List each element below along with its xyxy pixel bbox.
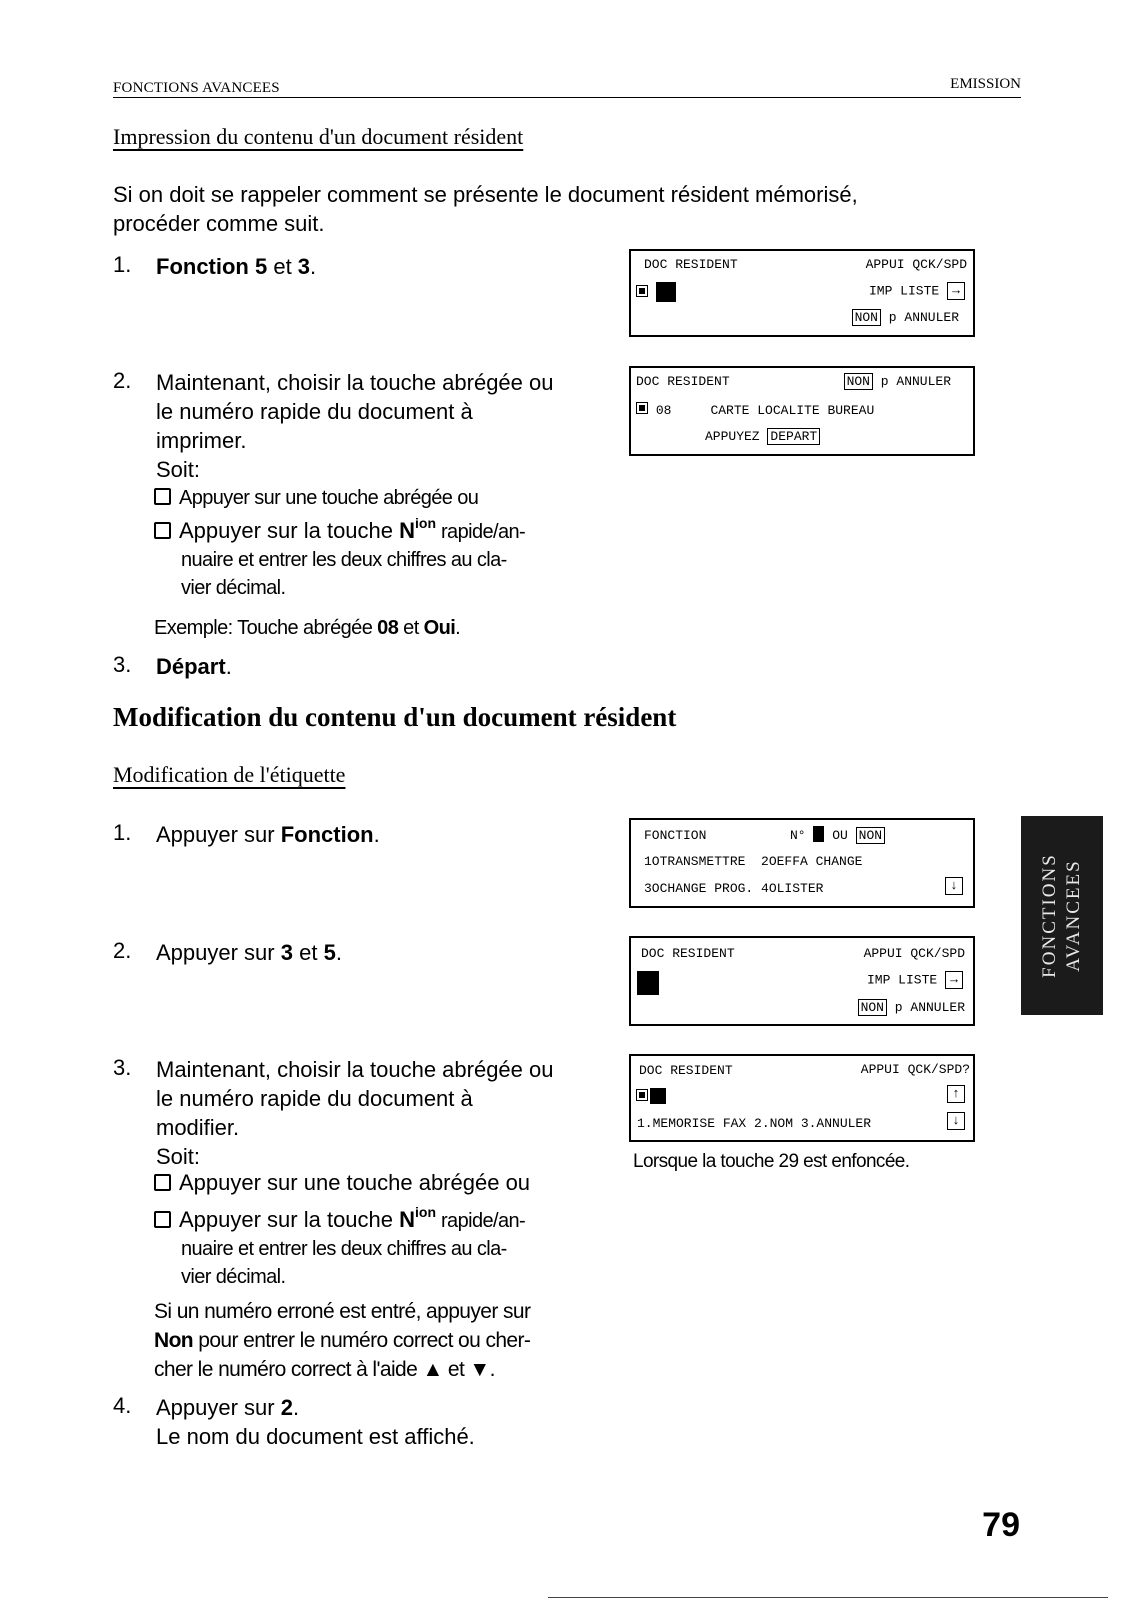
tab-line-1: FONCTIONS (1039, 853, 1060, 978)
lcd-line (947, 1112, 965, 1130)
lcd-text: p ANNULER (880, 310, 959, 325)
non-key: NON (852, 309, 881, 326)
cursor-icon (636, 402, 648, 414)
text-line: nuaire et entrer les deux chiffres au cla- (181, 1238, 507, 1260)
text-line: Maintenant, choisir la touche abrégée ou (156, 370, 554, 395)
checkbox-icon (154, 488, 171, 505)
lcd-line (790, 826, 885, 844)
lcd-text: p ANNULER (886, 1000, 965, 1015)
text-line: cher le numéro correct à l'aide ▲ et ▼. (154, 1358, 495, 1381)
lcd-text: APPUI QCK/SPD (865, 257, 967, 272)
step-text (156, 652, 232, 681)
lcd-line (844, 373, 951, 390)
checkbox-icon (154, 1174, 171, 1191)
lcd-text: FONCTION (644, 828, 707, 843)
step-number: 3. (113, 652, 132, 677)
text: Appuyer sur la touche (179, 518, 400, 543)
step-number: 1. (113, 252, 132, 277)
lcd-text: OU (824, 828, 856, 843)
bold-key: Fonction (280, 822, 374, 847)
lcd-text: CARTE LOCALITE BUREAU (710, 403, 875, 418)
arrow-right-icon: → (945, 971, 963, 989)
step-number: 2. (113, 938, 132, 963)
running-header-right: EMISSION (950, 76, 1021, 92)
lcd-text: DOC RESIDENT (644, 257, 738, 272)
lcd-text: 08 (655, 403, 672, 418)
text: Appuyer sur une touche abrégée ou (179, 1170, 531, 1195)
footer-rule (548, 1597, 1108, 1598)
non-key: NON (858, 999, 887, 1016)
lcd-text: p ANNULER (872, 374, 951, 389)
text: Appuyer sur (156, 1395, 281, 1420)
step-text (156, 1393, 475, 1451)
intro-paragraph (113, 180, 858, 238)
step-text (156, 368, 553, 484)
arrow-up-icon: ↑ (947, 1085, 965, 1103)
lcd-line (945, 877, 963, 895)
note-paragraph (154, 1297, 530, 1384)
cursor-icon (813, 826, 824, 842)
arrow-down-icon: ↓ (945, 877, 963, 895)
text-line: nuaire et entrer les deux chiffres au cla- (181, 549, 507, 571)
cursor-icon (636, 282, 676, 302)
text: Appuyer sur (156, 822, 281, 847)
lcd-caption: Lorsque la touche 29 est enfoncée. (633, 1151, 910, 1172)
lcd-display-4 (629, 936, 975, 1026)
step-number: 4. (113, 1393, 132, 1418)
text-line: Soit: (156, 1144, 201, 1169)
lcd-text: APPUI QCK/SPD (863, 946, 965, 961)
lcd-text: IMP LISTE (866, 972, 938, 988)
text: Appuyer sur une touche abrégée ou (179, 487, 479, 509)
option-1 (154, 1168, 530, 1198)
lcd-line (867, 971, 963, 989)
arrow-down-icon: ↓ (947, 1112, 965, 1130)
text-line: le numéro rapide du document à (156, 1086, 473, 1111)
bold-key: Non (154, 1329, 194, 1352)
bold-key: 2 (280, 1395, 293, 1420)
text-line: Le nom du document est affiché. (156, 1424, 475, 1449)
cursor-icon (636, 1088, 666, 1105)
text-line: imprimer. (156, 428, 247, 453)
bold-key: 5 (323, 940, 336, 965)
superscript: ion (415, 1204, 437, 1220)
lcd-line (852, 309, 959, 326)
step-number: 1. (113, 820, 132, 845)
text: . (225, 654, 232, 679)
option-1 (154, 484, 478, 512)
bold-key: Fonction 5 (156, 254, 268, 279)
lcd-text: APPUI QCK/SPD? (860, 1062, 970, 1077)
text-line (154, 1326, 530, 1355)
option-2 (154, 1205, 525, 1291)
chapter-tab-label (1021, 816, 1103, 1015)
lcd-line (705, 428, 820, 445)
non-key: NON (844, 373, 873, 390)
example-line (154, 614, 460, 642)
text: . (310, 254, 317, 279)
lcd-display-2 (629, 366, 975, 456)
lcd-text: DOC RESIDENT (636, 374, 730, 389)
text: rapide/an- (436, 1210, 526, 1232)
intro-line-2: procéder comme suit. (113, 211, 325, 236)
text: . (335, 940, 342, 965)
section-title-modification: Modification du contenu d'un document résident (113, 702, 677, 732)
cursor-icon (637, 971, 659, 999)
non-key: NON (856, 827, 885, 844)
text: pour entrer le numéro correct ou cher- (193, 1329, 531, 1352)
lcd-display-1 (629, 249, 975, 337)
checkbox-icon (154, 1211, 171, 1228)
subsection-title-etiquette: Modification de l'étiquette (113, 762, 346, 787)
bold-key: N (399, 1207, 416, 1232)
bold-key: Oui (423, 617, 456, 639)
tab-line-2: AVANCEES (1063, 859, 1084, 972)
text: . (373, 822, 380, 847)
lcd-display-3 (629, 818, 975, 908)
lcd-text: 1OTRANSMETTRE 2OEFFA CHANGE (644, 854, 863, 869)
step-text (156, 938, 342, 967)
running-header-left: FONCTIONS AVANCEES (113, 80, 280, 96)
bold-key: 08 (377, 617, 399, 639)
chapter-tab (1021, 816, 1103, 1015)
step-text (156, 252, 316, 281)
text: et (267, 254, 298, 279)
lcd-text: 3OCHANGE PROG. 4OLISTER (644, 881, 824, 896)
text: et (292, 940, 324, 965)
text-line: Maintenant, choisir la touche abrégée ou (156, 1057, 554, 1082)
header-rule (113, 97, 1021, 98)
lcd-line (869, 282, 965, 300)
bold-key: N (399, 518, 416, 543)
lcd-line (947, 1085, 965, 1103)
text-line: modifier. (156, 1115, 240, 1140)
lcd-text: APPUYEZ (705, 429, 768, 444)
text: Exemple: Touche abrégée (154, 617, 378, 639)
text: . (455, 617, 461, 639)
text: Appuyer sur la touche (179, 1207, 400, 1232)
lcd-text: N° (790, 828, 806, 843)
lcd-text: 1.MEMORISE FAX 2.NOM 3.ANNULER (637, 1116, 872, 1131)
step-text (156, 820, 380, 849)
lcd-line (636, 402, 874, 418)
text: et (398, 617, 424, 639)
text-line: Soit: (156, 457, 201, 482)
section-title-impression: Impression du contenu d'un document résident (113, 124, 524, 149)
depart-key: DEPART (767, 428, 820, 445)
text: Appuyer sur (156, 940, 281, 965)
bold-key: Départ (156, 654, 226, 679)
lcd-text: DOC RESIDENT (641, 946, 735, 961)
text-line (156, 1393, 475, 1422)
text-line: vier décimal. (181, 577, 286, 599)
text: . (292, 1395, 300, 1420)
lcd-display-5 (629, 1054, 975, 1142)
text-line: le numéro rapide du document à (156, 399, 473, 424)
option-2 (154, 516, 525, 602)
bold-key: 3 (297, 254, 311, 279)
step-number: 3. (113, 1055, 132, 1080)
lcd-text: DOC RESIDENT (639, 1063, 733, 1078)
lcd-text: IMP LISTE (868, 283, 940, 299)
page-number: 79 (982, 1506, 1020, 1544)
bold-key: 3 (280, 940, 293, 965)
step-text (156, 1055, 553, 1171)
checkbox-icon (154, 522, 171, 539)
text-line: Si un numéro erroné est entré, appuyer sur (154, 1300, 531, 1323)
lcd-line (858, 999, 965, 1016)
step-number: 2. (113, 368, 132, 393)
text-line: vier décimal. (181, 1266, 286, 1288)
intro-line-1: Si on doit se rappeler comment se présente le document résident mémorisé, (113, 182, 858, 207)
arrow-right-icon: → (947, 282, 965, 300)
superscript: ion (415, 515, 437, 531)
text: rapide/an- (436, 521, 526, 543)
